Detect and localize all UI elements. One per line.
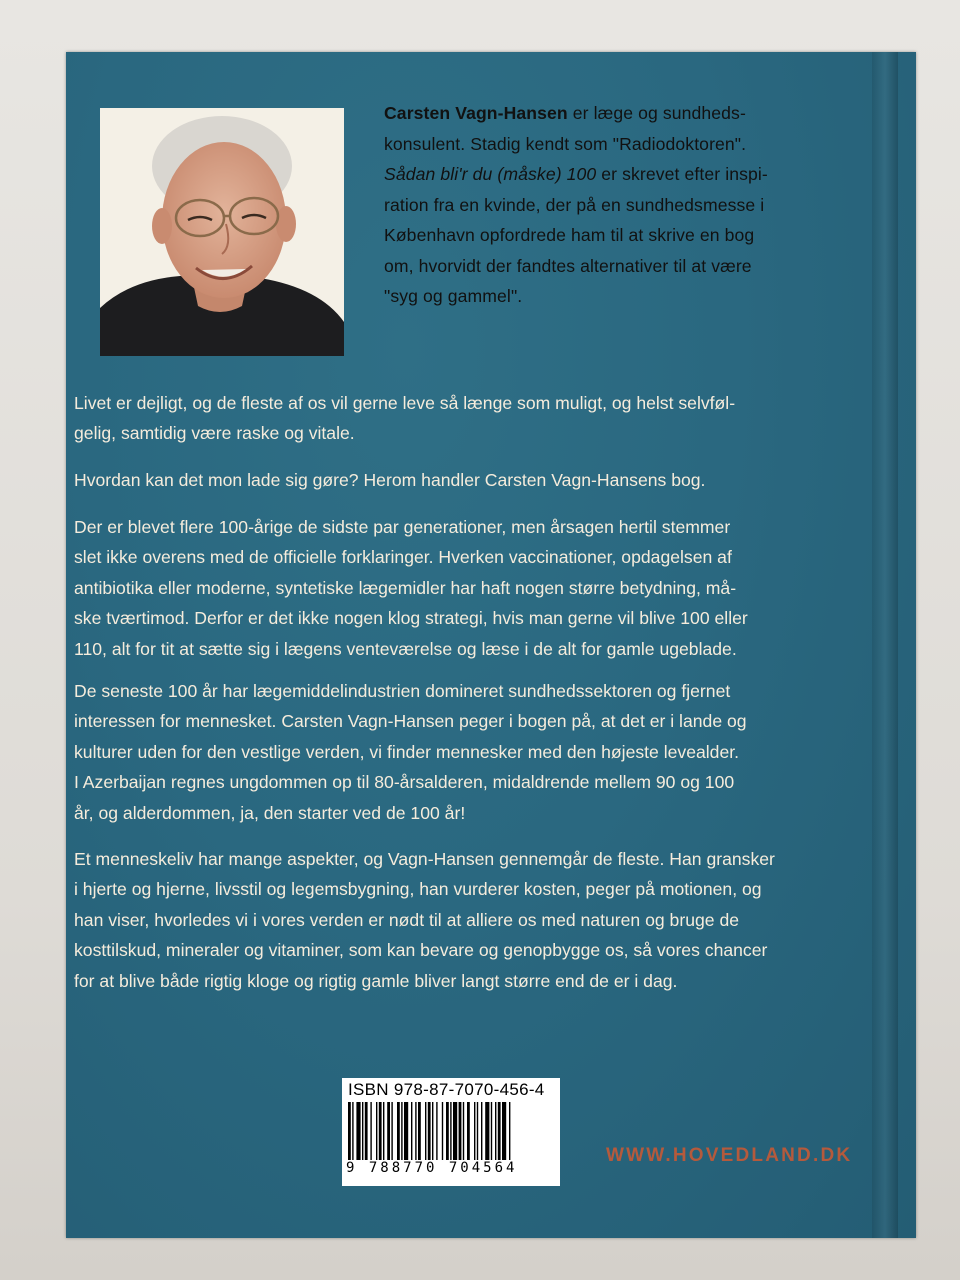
blurb-line: Et menneskeliv har mange aspekter, og Vagn-Hansen gennemgår de fleste. Han gransker <box>74 849 775 869</box>
author-bio <box>384 98 804 312</box>
barcode-stripe <box>425 1102 426 1160</box>
barcode-stripe <box>362 1102 363 1160</box>
blurb-line: Livet er dejligt, og de fleste af os vil gerne leve så længe som muligt, og helst selvføl- <box>74 393 736 413</box>
blurb-line: kulturer uden for den vestlige verden, vi finder mennesker med den højeste levealder. <box>74 741 740 762</box>
barcode-stripe <box>348 1102 351 1160</box>
barcode-stripe <box>411 1102 412 1160</box>
blurb-paragraph-1 <box>74 388 844 449</box>
barcode-stripe <box>446 1102 449 1160</box>
barcode-stripe <box>383 1102 384 1160</box>
blurb-line: De seneste 100 år har lægemiddelindustrien domineret sundhedssektoren og fjernet <box>74 681 731 701</box>
barcode-stripe <box>459 1102 462 1160</box>
blurb-line: Der er blevet flere 100-årige de sidste par generationer, men årsagen hertil stemmer <box>74 517 731 537</box>
blurb-line: gelig, samtidig være raske og vitale. <box>74 423 355 444</box>
barcode-stripe <box>356 1102 360 1160</box>
barcode-stripe <box>502 1102 506 1160</box>
blurb-line: han viser, hvorledes vi i vores verden er nødt til at alliere os med naturen og bruge de <box>74 909 740 930</box>
barcode-stripe <box>415 1102 416 1160</box>
barcode-stripe <box>467 1102 470 1160</box>
barcode-stripe <box>477 1102 478 1160</box>
author-portrait <box>100 108 344 356</box>
bio-line: Sådan bli'r du (måske) 100 er skrevet efter inspi- <box>384 164 768 184</box>
barcode-stripe <box>397 1102 400 1160</box>
blurb-line: år, og alderdommen, ja, den starter ved de 100 år! <box>74 802 466 823</box>
blurb-paragraph-4 <box>74 676 844 828</box>
barcode-stripe <box>370 1102 371 1160</box>
barcode-stripe <box>481 1102 482 1160</box>
bio-line: om, hvorvidt der fandtes alternativer til at være <box>384 255 752 276</box>
blurb-line: interessen for mennesket. Carsten Vagn-Hansen peger i bogen på, at det er i lande og <box>74 711 747 732</box>
barcode-stripe <box>428 1102 431 1160</box>
barcode-stripe <box>401 1102 402 1160</box>
barcode-stripe <box>404 1102 408 1160</box>
barcode-stripe <box>432 1102 433 1160</box>
barcode-stripe <box>387 1102 390 1160</box>
barcode-stripe <box>450 1102 451 1160</box>
bio-line: "syg og gammel". <box>384 286 523 306</box>
barcode-stripe <box>485 1102 489 1160</box>
barcode-stripe <box>498 1102 501 1160</box>
barcode-stripe <box>474 1102 475 1160</box>
barcode-stripe <box>376 1102 377 1160</box>
barcode-stripe <box>495 1102 496 1160</box>
spine-fold <box>872 52 898 1238</box>
blurb-paragraph-5 <box>74 844 844 996</box>
bio-line: ration fra en kvinde, der på en sundhedsmesse i <box>384 194 765 215</box>
blurb-line: i hjerte og hjerne, livsstil og legemsbygning, han vurderer kosten, peger på motionen, og <box>74 879 762 900</box>
barcode-stripe <box>418 1102 421 1160</box>
blurb-line: for at blive både rigtig kloge og rigtig gamle bliver langt større end de er i dag. <box>74 970 678 991</box>
barcode-stripe <box>391 1102 392 1160</box>
blurb-line: slet ikke overens med de officielle forklaringer. Hverken vaccinationer, opdagelsen af <box>74 547 732 568</box>
barcode-stripe <box>352 1102 353 1160</box>
barcode-stripe <box>453 1102 457 1160</box>
bio-line: København opfordrede ham til at skrive en bog <box>384 225 755 245</box>
blurb-line: Hvordan kan det mon lade sig gøre? Herom handler Carsten Vagn-Hansens bog. <box>74 470 706 490</box>
author-name: Carsten Vagn-Hansen <box>384 103 568 123</box>
publisher-url: WWW.HOVEDLAND.DK <box>606 1145 853 1166</box>
barcode-stripe <box>491 1102 492 1160</box>
barcode-stripe <box>509 1102 510 1160</box>
blurb-line: I Azerbaijan regnes ungdommen op til 80-årsalderen, midaldrende mellem 90 og 100 <box>74 772 735 793</box>
blurb-paragraph-2 <box>74 465 844 495</box>
barcode-stripe <box>365 1102 368 1160</box>
bio-line: Carsten Vagn-Hansen er læge og sundheds- <box>384 103 746 123</box>
barcode-number: 9 788770 704564 <box>346 1160 518 1176</box>
blurb-paragraph-3 <box>74 512 844 664</box>
blurb-line: kosttilskud, mineraler og vitaminer, som kan bevare og genopbygge os, så vores chancer <box>74 940 768 961</box>
blurb-line: ske tværtimod. Derfor er det ikke nogen klog strategi, hvis man gerne vil blive 100 eller <box>74 608 748 629</box>
author-portrait-drawing <box>100 108 344 356</box>
barcode-stripe <box>463 1102 464 1160</box>
barcode-stripe <box>436 1102 437 1160</box>
barcode-stripe <box>442 1102 443 1160</box>
barcode-stripe <box>379 1102 382 1160</box>
isbn-text: ISBN 978-87-7070-456-4 <box>348 1080 545 1099</box>
blurb-line: antibiotika eller moderne, syntetiske lægemidler har haft nogen større betydning, må- <box>74 577 737 598</box>
book-title: Sådan bli'r du (måske) 100 <box>384 164 597 184</box>
bio-line: konsulent. Stadig kendt som "Radiodoktoren". <box>384 133 747 154</box>
barcode-bars <box>346 1102 556 1160</box>
book-back-cover <box>66 52 916 1238</box>
barcode-label <box>342 1078 560 1186</box>
blurb-line: 110, alt for tit at sætte sig i lægens venteværelse og læse i de alt for gamle ugeblade. <box>74 638 737 659</box>
